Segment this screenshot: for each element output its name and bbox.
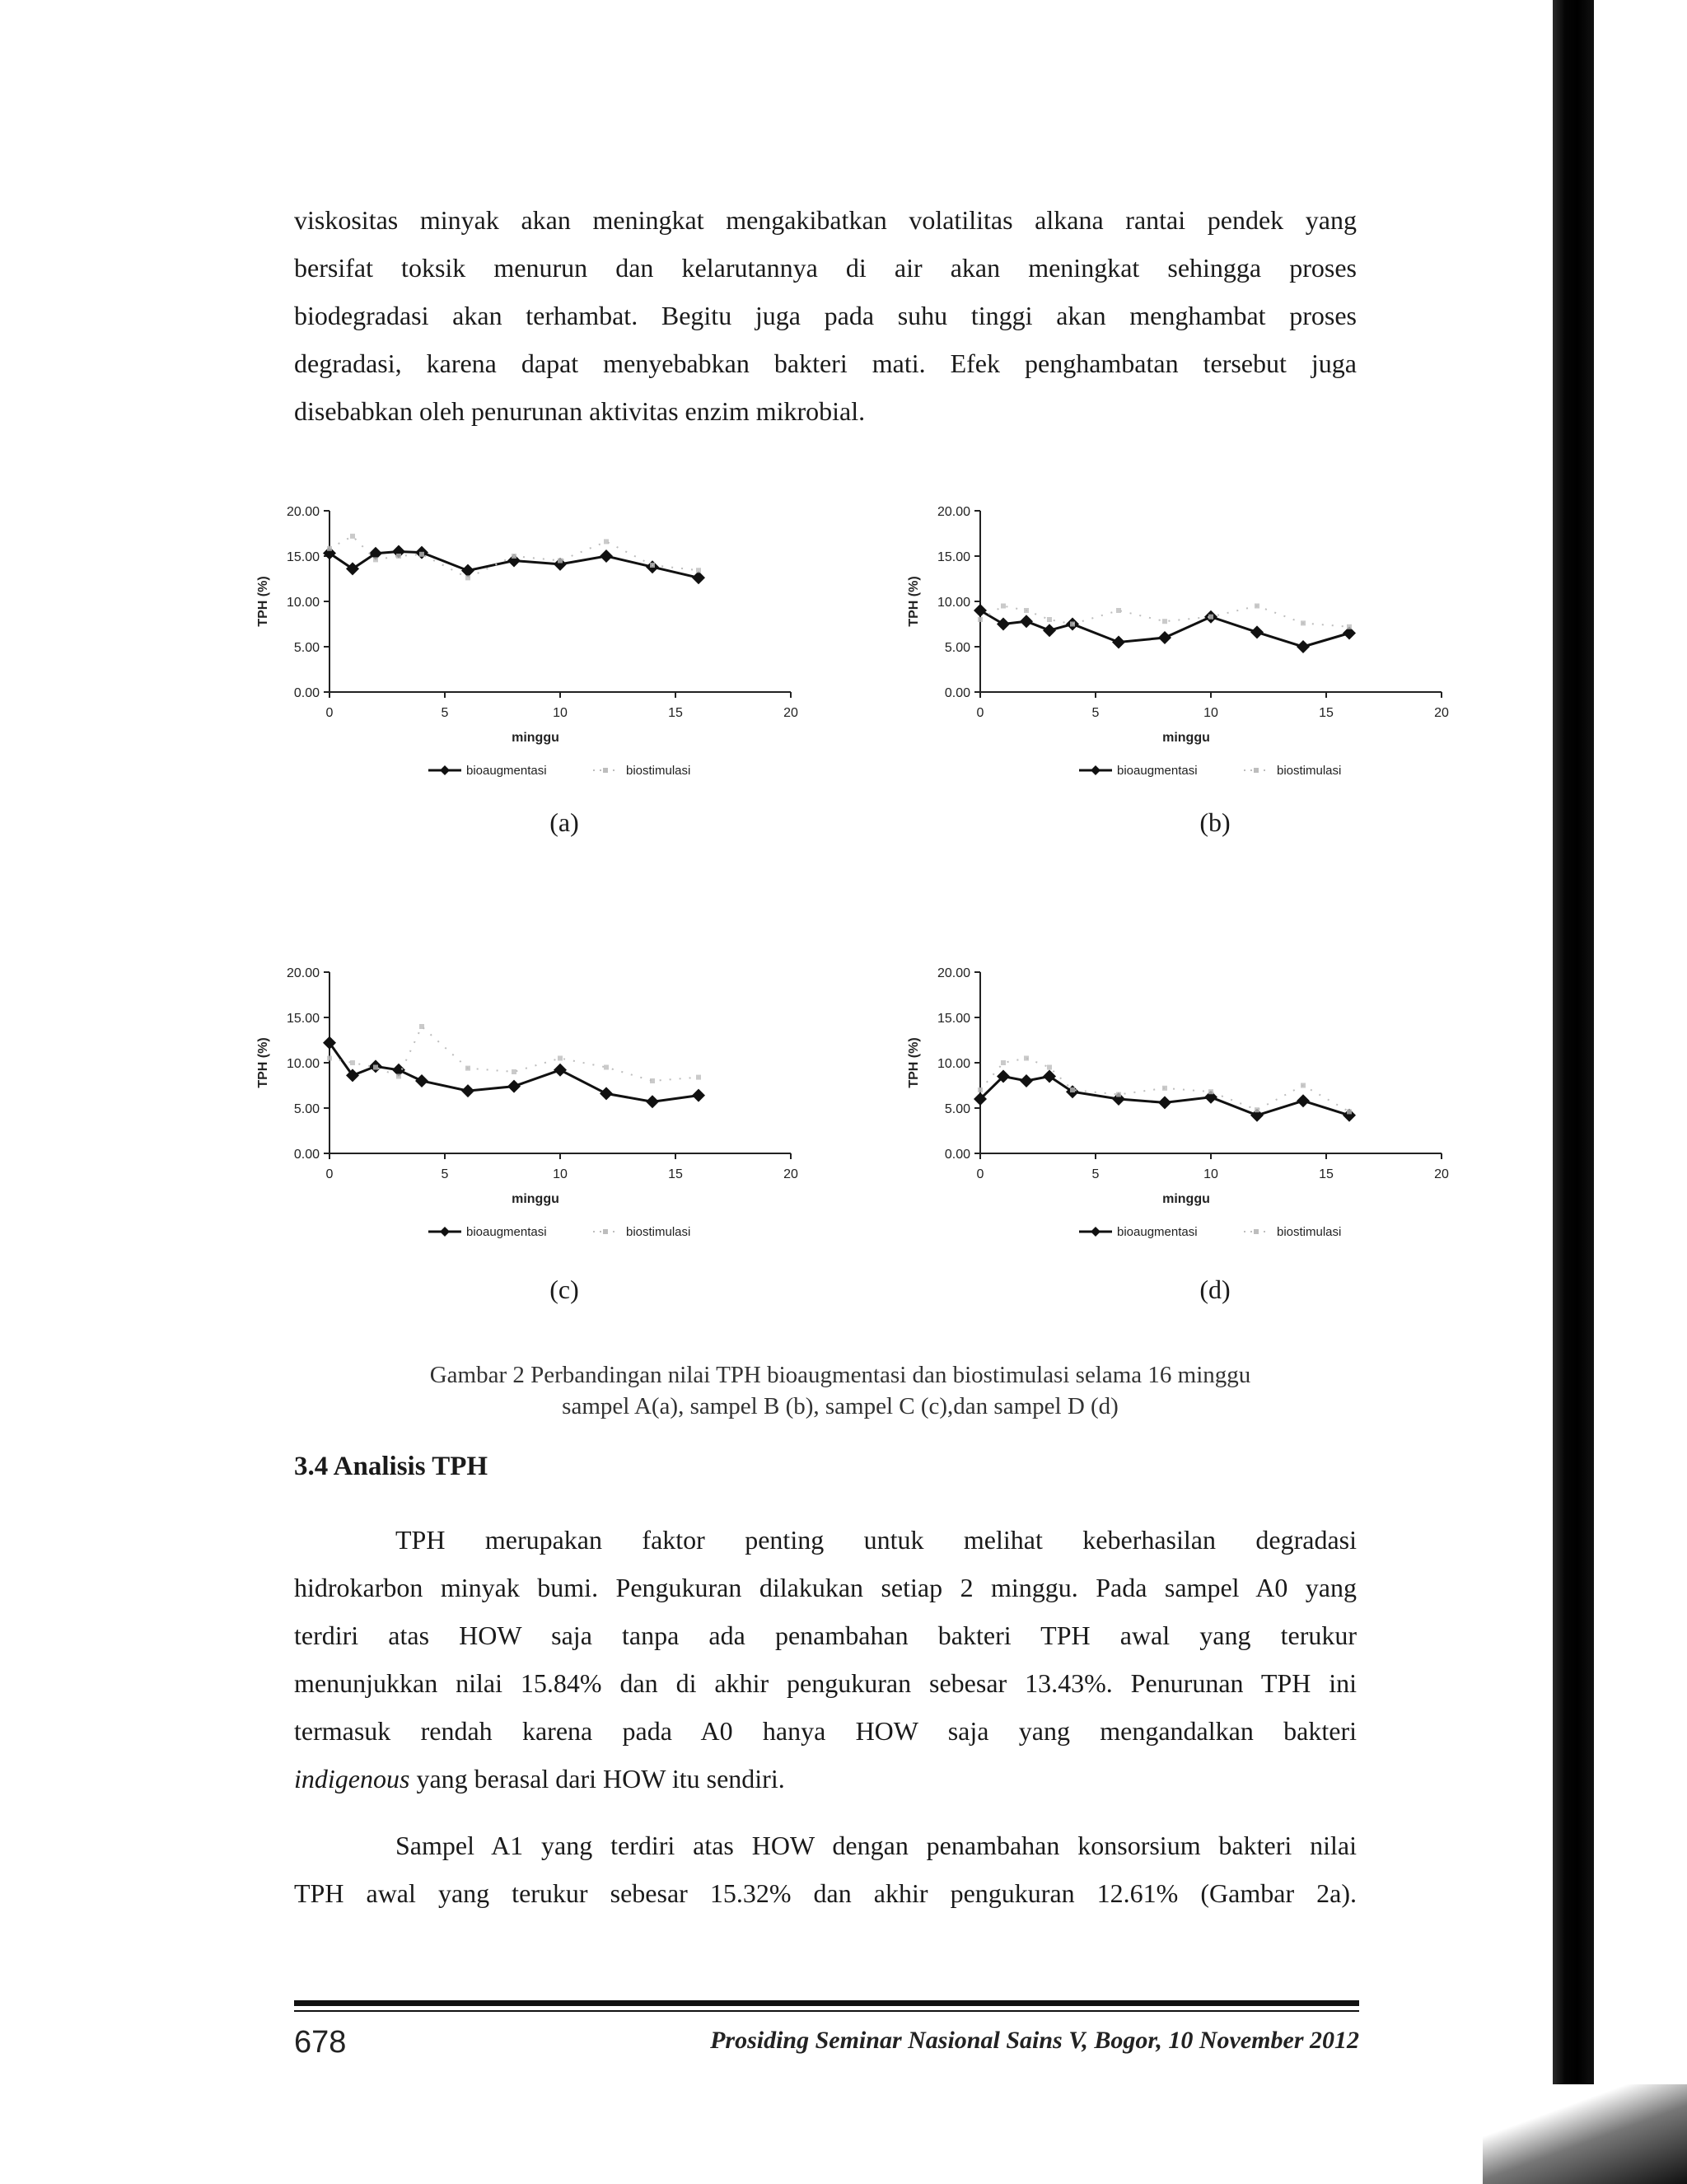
footer-rule-thin bbox=[294, 2010, 1359, 2012]
x-tick-label: 15 bbox=[1319, 1167, 1334, 1181]
data-point-biostimulasi bbox=[1024, 1056, 1029, 1061]
text-line: TPH merupakan faktor penting untuk melihat keberhasilan degradasi bbox=[395, 1525, 1357, 1555]
y-axis-label: TPH (%) bbox=[256, 1037, 270, 1088]
y-axis-label: TPH (%) bbox=[907, 1037, 921, 1088]
text-line: viskositas minyak akan meningkat mengakibatkan volatilitas alkana rantai pendek yang bbox=[294, 205, 1357, 235]
data-point-biostimulasi bbox=[512, 1069, 516, 1074]
y-tick-label: 0.00 bbox=[293, 1148, 320, 1162]
caption-line: Gambar 2 Perbandingan nilai TPH bioaugmentasi dan biostimulasi selama 16 minggu bbox=[429, 1362, 1251, 1388]
data-point-biostimulasi bbox=[1070, 622, 1075, 627]
data-point-bioaugmentasi bbox=[554, 1064, 567, 1077]
intro-paragraph bbox=[294, 196, 1357, 435]
legend-marker-biostimulasi bbox=[603, 1229, 608, 1234]
legend-label-bioaugmentasi: bioaugmentasi bbox=[466, 1225, 547, 1239]
chart-panel-b bbox=[898, 494, 1458, 807]
data-point-bioaugmentasi bbox=[1297, 1094, 1310, 1107]
data-point-biostimulasi bbox=[1208, 615, 1213, 620]
y-tick-label: 15.00 bbox=[286, 1012, 320, 1026]
legend-label-biostimulasi: biostimulasi bbox=[626, 764, 691, 778]
data-point-bioaugmentasi bbox=[1112, 636, 1125, 649]
y-tick-label: 20.00 bbox=[937, 505, 970, 519]
data-point-bioaugmentasi bbox=[1043, 624, 1056, 637]
chart-svg bbox=[898, 494, 1458, 807]
caption-line: sampel A(a), sampel B (b), sampel C (c),dan sampel D (d) bbox=[562, 1393, 1119, 1419]
x-axis-label: minggu bbox=[512, 1192, 559, 1206]
data-point-biostimulasi bbox=[1047, 1065, 1052, 1070]
data-point-biostimulasi bbox=[1070, 1087, 1075, 1092]
y-tick-label: 0.00 bbox=[944, 1148, 970, 1162]
x-tick-label: 20 bbox=[783, 706, 798, 720]
data-point-biostimulasi bbox=[373, 1065, 378, 1070]
text-fragment: yang berasal dari HOW itu sendiri. bbox=[409, 1764, 785, 1793]
data-point-biostimulasi bbox=[1024, 608, 1029, 613]
data-point-biostimulasi bbox=[696, 1075, 701, 1080]
data-point-biostimulasi bbox=[373, 557, 378, 562]
data-point-biostimulasi bbox=[396, 554, 401, 559]
chart-svg bbox=[247, 494, 807, 807]
legend-label-biostimulasi: biostimulasi bbox=[1277, 1225, 1342, 1239]
panel-label-d: (d) bbox=[1199, 1274, 1231, 1304]
chart-svg bbox=[898, 956, 1458, 1269]
legend-marker-bioaugmentasi bbox=[1091, 1227, 1101, 1237]
legend-marker-biostimulasi bbox=[603, 768, 608, 773]
data-point-biostimulasi bbox=[1208, 1089, 1213, 1094]
footer-rule-thick bbox=[294, 2000, 1359, 2006]
data-point-biostimulasi bbox=[650, 563, 655, 568]
data-point-biostimulasi bbox=[419, 552, 424, 557]
y-tick-label: 15.00 bbox=[937, 550, 970, 564]
data-point-bioaugmentasi bbox=[1250, 625, 1264, 638]
chart-svg bbox=[247, 956, 807, 1269]
data-point-biostimulasi bbox=[465, 1066, 470, 1071]
data-point-bioaugmentasi bbox=[692, 1089, 705, 1102]
data-point-biostimulasi bbox=[558, 559, 563, 564]
text-line: bersifat toksik menurun dan kelarutannya di air akan meningkat sehingga proses bbox=[294, 253, 1357, 283]
data-point-bioaugmentasi bbox=[346, 562, 359, 575]
data-point-biostimulasi bbox=[350, 1060, 355, 1065]
y-tick-label: 15.00 bbox=[937, 1012, 970, 1026]
legend-marker-bioaugmentasi bbox=[1091, 765, 1101, 775]
data-point-biostimulasi bbox=[327, 546, 332, 551]
x-tick-label: 0 bbox=[325, 706, 334, 720]
data-point-bioaugmentasi bbox=[600, 550, 613, 563]
y-tick-label: 20.00 bbox=[286, 966, 320, 980]
x-tick-label: 10 bbox=[553, 1167, 568, 1181]
chart-panel-d bbox=[898, 956, 1458, 1269]
x-tick-label: 15 bbox=[668, 1167, 683, 1181]
y-tick-label: 15.00 bbox=[286, 550, 320, 564]
data-point-bioaugmentasi bbox=[692, 571, 705, 584]
x-tick-label: 15 bbox=[668, 706, 683, 720]
data-point-biostimulasi bbox=[1047, 617, 1052, 622]
text-line: menunjukkan nilai 15.84% dan di akhir pengukuran sebesar 13.43%. Penurunan TPH ini bbox=[294, 1668, 1357, 1698]
y-tick-label: 5.00 bbox=[293, 1102, 320, 1116]
data-point-bioaugmentasi bbox=[646, 1095, 659, 1108]
data-point-biostimulasi bbox=[1255, 1107, 1259, 1112]
data-point-biostimulasi bbox=[1255, 604, 1259, 609]
series-line-bioaugmentasi bbox=[980, 1077, 1349, 1115]
data-point-biostimulasi bbox=[1001, 604, 1006, 609]
chart-panel-a bbox=[247, 494, 807, 807]
x-tick-label: 5 bbox=[441, 1167, 449, 1181]
panel-label-a: (a) bbox=[549, 807, 579, 837]
legend-marker-bioaugmentasi bbox=[440, 765, 450, 775]
data-point-biostimulasi bbox=[696, 568, 701, 573]
y-tick-label: 10.00 bbox=[937, 1057, 970, 1071]
x-tick-label: 20 bbox=[1434, 706, 1449, 720]
panel-label-c: (c) bbox=[549, 1274, 579, 1304]
legend-label-bioaugmentasi: bioaugmentasi bbox=[466, 764, 547, 778]
data-point-biostimulasi bbox=[1162, 619, 1167, 624]
data-point-biostimulasi bbox=[512, 554, 516, 559]
data-point-bioaugmentasi bbox=[461, 1084, 474, 1097]
data-point-biostimulasi bbox=[1116, 608, 1121, 613]
data-point-bioaugmentasi bbox=[1297, 640, 1310, 653]
scan-corner-shadow bbox=[1483, 2084, 1687, 2184]
data-point-biostimulasi bbox=[1116, 1092, 1121, 1097]
section-heading: 3.4 Analisis TPH bbox=[294, 1452, 488, 1481]
x-tick-label: 5 bbox=[1091, 706, 1100, 720]
x-tick-label: 10 bbox=[1203, 1167, 1218, 1181]
legend-label-bioaugmentasi: bioaugmentasi bbox=[1117, 1225, 1198, 1239]
text-line: Sampel A1 yang terdiri atas HOW dengan penambahan konsorsium bakteri nilai bbox=[395, 1831, 1357, 1860]
data-point-biostimulasi bbox=[558, 1056, 563, 1061]
data-point-biostimulasi bbox=[350, 534, 355, 539]
body-paragraph-2 bbox=[294, 1822, 1357, 1917]
text-line: TPH awal yang terukur sebesar 15.32% dan akhir pengukuran 12.61% (Gambar 2a). bbox=[294, 1878, 1357, 1908]
data-point-biostimulasi bbox=[465, 575, 470, 580]
data-point-biostimulasi bbox=[650, 1078, 655, 1083]
y-tick-label: 20.00 bbox=[286, 505, 320, 519]
data-point-biostimulasi bbox=[1347, 1109, 1352, 1114]
data-point-biostimulasi bbox=[978, 617, 983, 622]
data-point-biostimulasi bbox=[604, 1065, 609, 1070]
x-tick-label: 0 bbox=[976, 1167, 984, 1181]
body-paragraph-1 bbox=[294, 1516, 1357, 1803]
data-point-bioaugmentasi bbox=[1020, 1074, 1033, 1087]
text-line: degradasi, karena dapat menyebabkan bakteri mati. Efek penghambatan tersebut juga bbox=[294, 348, 1357, 378]
scan-edge-shadow bbox=[1553, 0, 1594, 2184]
y-tick-label: 20.00 bbox=[937, 966, 970, 980]
x-tick-label: 0 bbox=[325, 1167, 334, 1181]
data-point-bioaugmentasi bbox=[1158, 1096, 1171, 1109]
x-tick-label: 5 bbox=[1091, 1167, 1100, 1181]
data-point-biostimulasi bbox=[396, 1074, 401, 1079]
text-line: termasuk rendah karena pada A0 hanya HOW saja yang mengandalkan bakteri bbox=[294, 1716, 1357, 1746]
text-line: disebabkan oleh penurunan aktivitas enzim mikrobial. bbox=[294, 396, 866, 426]
x-tick-label: 15 bbox=[1319, 706, 1334, 720]
data-point-bioaugmentasi bbox=[415, 1074, 428, 1087]
data-point-bioaugmentasi bbox=[461, 564, 474, 578]
y-tick-label: 0.00 bbox=[944, 686, 970, 700]
figure-caption bbox=[346, 1359, 1334, 1422]
legend-label-biostimulasi: biostimulasi bbox=[1277, 764, 1342, 778]
text-line: biodegradasi akan terhambat. Begitu juga pada suhu tinggi akan menghambat proses bbox=[294, 301, 1357, 330]
data-point-bioaugmentasi bbox=[600, 1087, 613, 1100]
text-line bbox=[294, 1755, 1357, 1803]
y-axis-label: TPH (%) bbox=[256, 576, 270, 627]
data-point-bioaugmentasi bbox=[997, 618, 1010, 631]
x-tick-label: 10 bbox=[1203, 706, 1218, 720]
data-point-bioaugmentasi bbox=[1020, 615, 1033, 628]
y-tick-label: 5.00 bbox=[293, 641, 320, 655]
legend-marker-biostimulasi bbox=[1254, 768, 1259, 773]
panel-label-b: (b) bbox=[1199, 807, 1231, 837]
text-line: hidrokarbon minyak bumi. Pengukuran dilakukan setiap 2 minggu. Pada sampel A0 yang bbox=[294, 1573, 1357, 1602]
legend-marker-biostimulasi bbox=[1254, 1229, 1259, 1234]
x-tick-label: 20 bbox=[783, 1167, 798, 1181]
y-axis-label: TPH (%) bbox=[907, 576, 921, 627]
x-tick-label: 10 bbox=[553, 706, 568, 720]
legend-marker-bioaugmentasi bbox=[440, 1227, 450, 1237]
data-point-biostimulasi bbox=[604, 539, 609, 544]
italic-term: indigenous bbox=[294, 1764, 410, 1793]
x-axis-label: minggu bbox=[1162, 731, 1210, 745]
data-point-biostimulasi bbox=[1162, 1086, 1167, 1091]
y-tick-label: 5.00 bbox=[944, 1102, 970, 1116]
y-tick-label: 10.00 bbox=[286, 596, 320, 610]
data-point-biostimulasi bbox=[978, 1087, 983, 1092]
y-tick-label: 0.00 bbox=[293, 686, 320, 700]
data-point-biostimulasi bbox=[1301, 1083, 1306, 1088]
y-tick-label: 10.00 bbox=[286, 1057, 320, 1071]
page-number: 678 bbox=[294, 2025, 347, 2060]
x-axis-label: minggu bbox=[512, 731, 559, 745]
y-tick-label: 5.00 bbox=[944, 641, 970, 655]
x-tick-label: 20 bbox=[1434, 1167, 1449, 1181]
legend-label-biostimulasi: biostimulasi bbox=[626, 1225, 691, 1239]
data-point-bioaugmentasi bbox=[1158, 631, 1171, 644]
text-line: terdiri atas HOW saja tanpa ada penambahan bakteri TPH awal yang terukur bbox=[294, 1620, 1357, 1650]
x-tick-label: 5 bbox=[441, 706, 449, 720]
x-tick-label: 0 bbox=[976, 706, 984, 720]
journal-footer: Prosiding Seminar Nasional Sains V, Bogor, 10 November 2012 bbox=[710, 2027, 1359, 2054]
x-axis-label: minggu bbox=[1162, 1192, 1210, 1206]
data-point-biostimulasi bbox=[419, 1024, 424, 1029]
data-point-biostimulasi bbox=[1347, 624, 1352, 629]
data-point-biostimulasi bbox=[327, 1056, 332, 1061]
data-point-bioaugmentasi bbox=[507, 1080, 521, 1093]
data-point-bioaugmentasi bbox=[974, 604, 987, 617]
chart-panel-c bbox=[247, 956, 807, 1269]
y-tick-label: 10.00 bbox=[937, 596, 970, 610]
data-point-biostimulasi bbox=[1301, 620, 1306, 625]
data-point-biostimulasi bbox=[1001, 1060, 1006, 1065]
legend-label-bioaugmentasi: bioaugmentasi bbox=[1117, 764, 1198, 778]
